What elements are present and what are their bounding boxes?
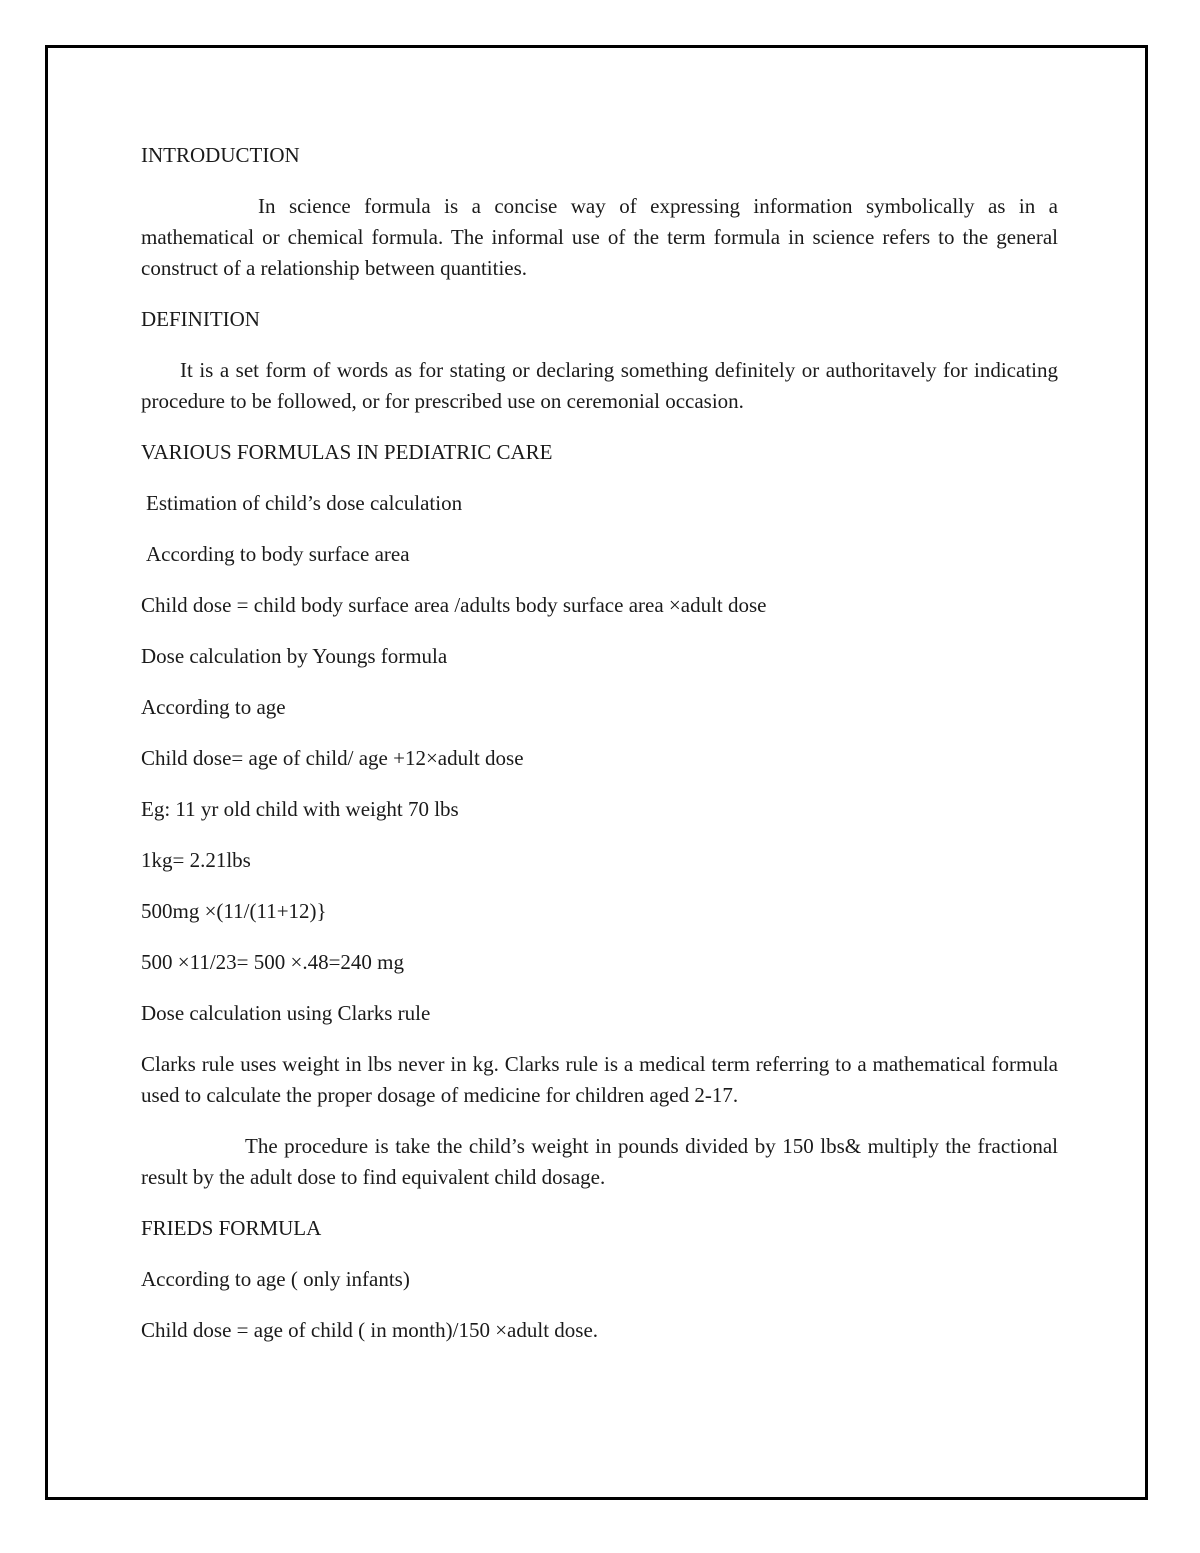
paragraph-introduction: In science formula is a concise way of expressing information symbolically as in a mathematical or chemical formula. The informal use of the term formula in science refers to the general construct of a relationship between quantities.: [141, 194, 1058, 280]
line-according-to-age: According to age: [141, 695, 286, 719]
heading-definition: DEFINITION: [141, 307, 260, 331]
paragraph-procedure: The procedure is take the child’s weight in pounds divided by 150 lbs& multiply the fractional result by the adult dose to find equivalent child dosage.: [141, 1134, 1058, 1189]
line-calculation-step-2: 500 ×11/23= 500 ×.48=240 mg: [141, 950, 405, 974]
line-bsa-formula: Child dose = child body surface area /adults body surface area ×adult dose: [141, 593, 767, 617]
line-youngs-equation: Child dose= age of child/ age +12×adult dose: [141, 746, 524, 770]
line-body-surface-area: According to body surface area: [146, 542, 410, 566]
line-only-infants: According to age ( only infants): [141, 1267, 410, 1291]
document-body: [141, 140, 1058, 1366]
heading-frieds-formula: FRIEDS FORMULA: [141, 1216, 322, 1240]
line-example: Eg: 11 yr old child with weight 70 lbs: [141, 797, 459, 821]
paragraph-clarks-rule: Clarks rule uses weight in lbs never in kg. Clarks rule is a medical term referring to a mathematical formula used to calculate the proper dosage of medicine for children aged 2-17.: [141, 1052, 1058, 1107]
line-youngs-formula: Dose calculation by Youngs formula: [141, 644, 448, 668]
line-clarks-rule: Dose calculation using Clarks rule: [141, 1001, 431, 1025]
heading-introduction: INTRODUCTION: [141, 143, 300, 167]
line-frieds-equation: Child dose = age of child ( in month)/150 ×adult dose.: [141, 1318, 599, 1342]
line-calculation-step-1: 500mg ×(11/(11+12)}: [141, 899, 327, 923]
line-estimation: Estimation of child’s dose calculation: [146, 491, 463, 515]
paragraph-definition: It is a set form of words as for stating or declaring something definitely or authoritavely for indicating procedure to be followed, or for prescribed use on ceremonial occasion.: [141, 358, 1058, 413]
heading-various-formulas: VARIOUS FORMULAS IN PEDIATRIC CARE: [141, 440, 553, 464]
line-conversion: 1kg= 2.21lbs: [141, 848, 251, 872]
